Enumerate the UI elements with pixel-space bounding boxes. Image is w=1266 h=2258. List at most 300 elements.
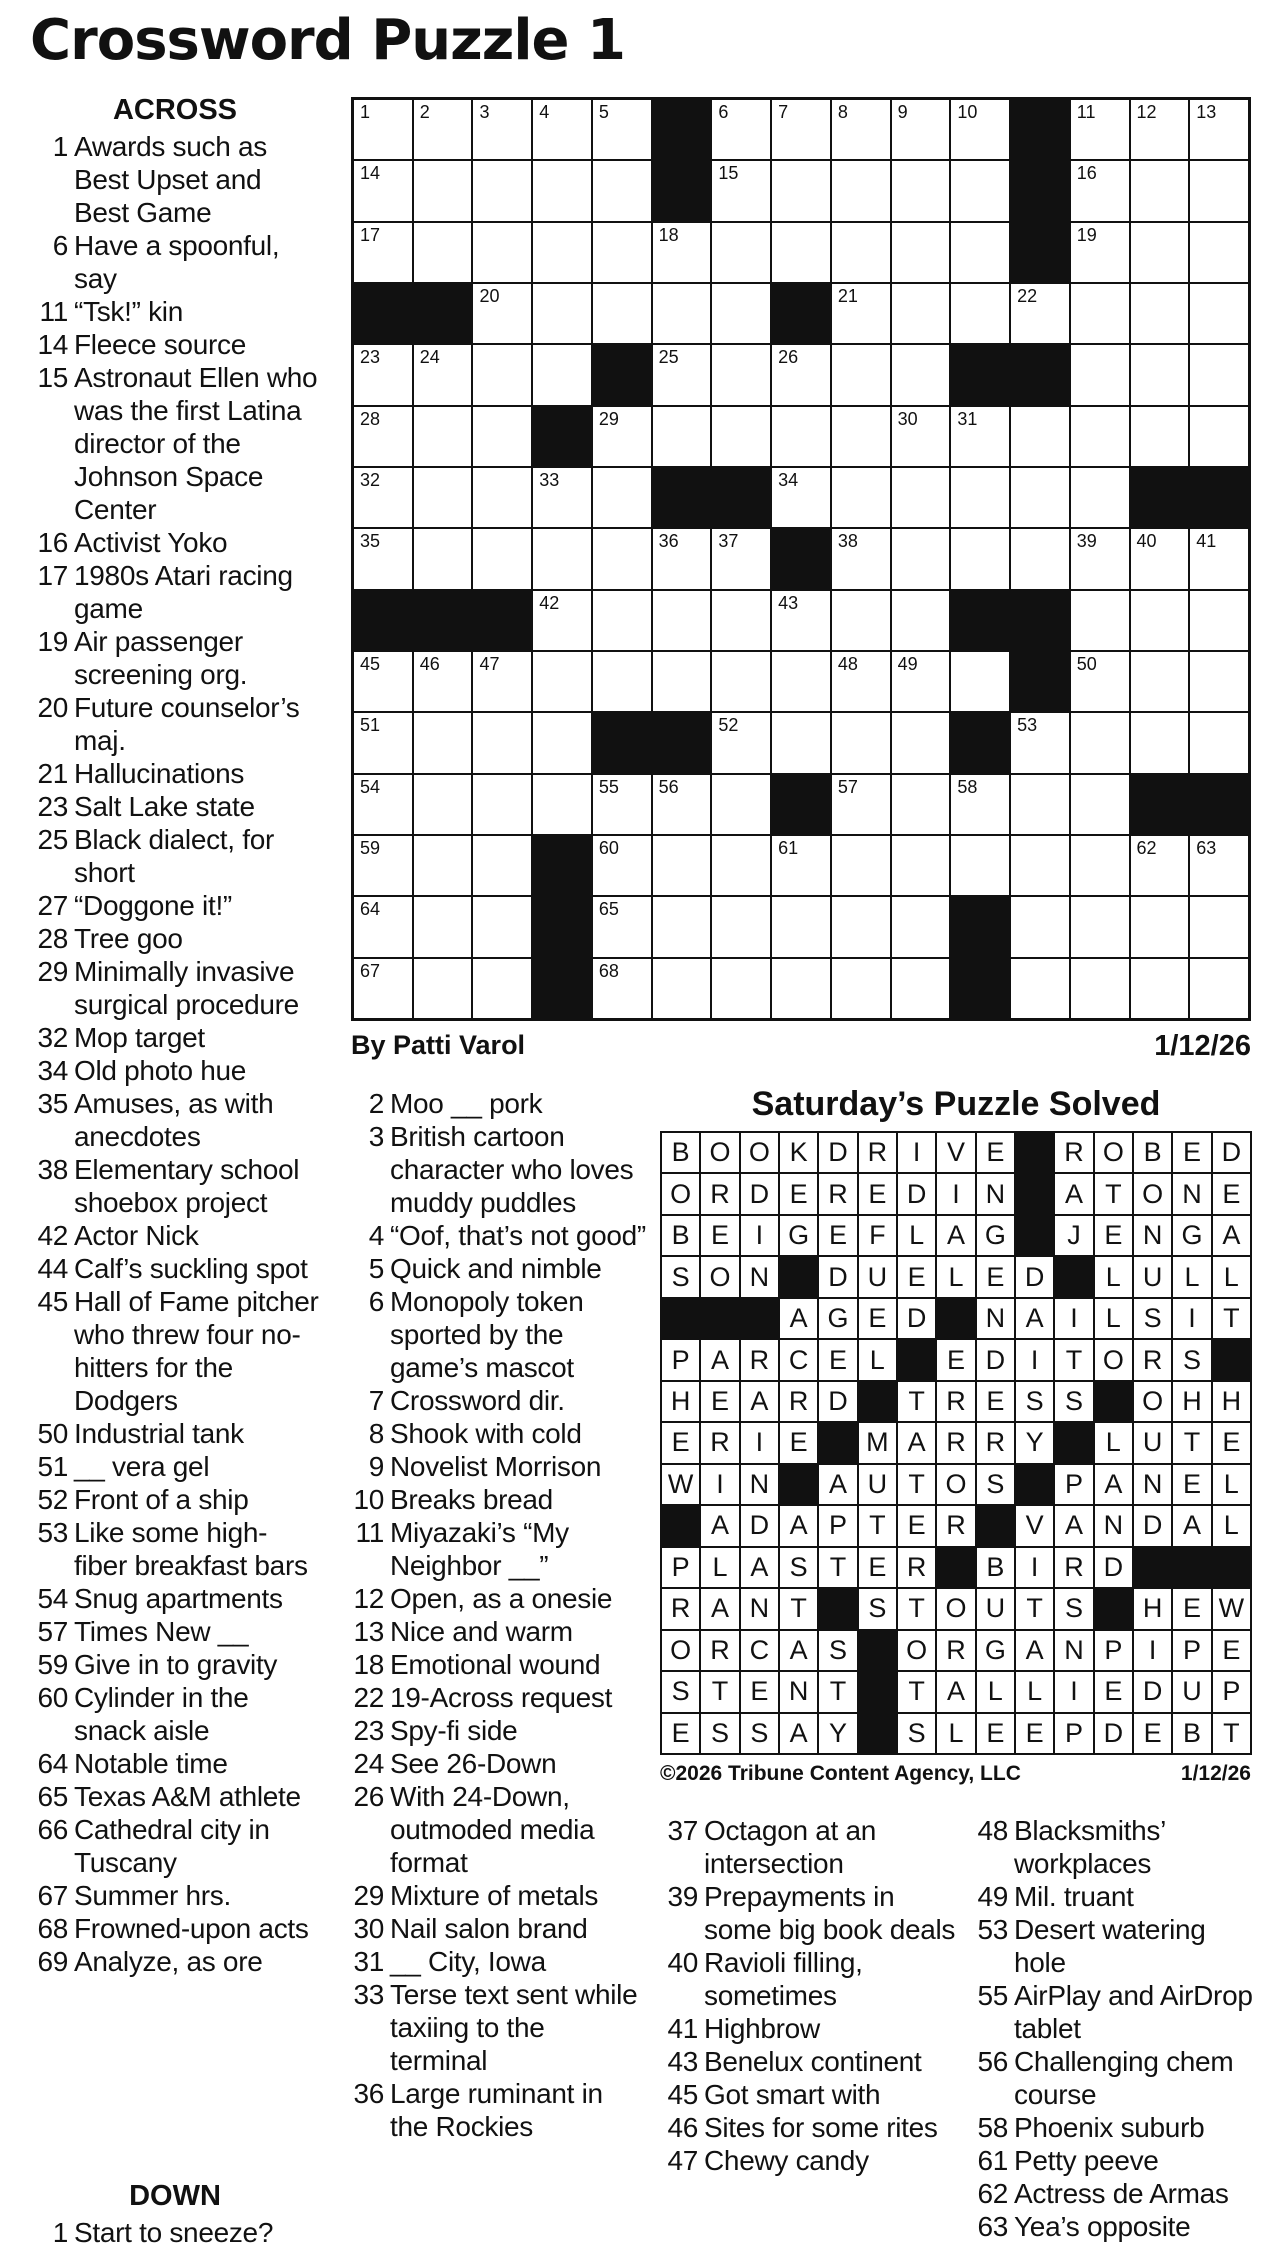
- grid-cell[interactable]: [892, 345, 950, 404]
- clue-item[interactable]: [346, 1219, 646, 1252]
- grid-cell[interactable]: [533, 223, 591, 282]
- grid-cell[interactable]: [951, 407, 1009, 466]
- grid-cell[interactable]: [892, 100, 950, 159]
- grid-cell[interactable]: [892, 407, 950, 466]
- clue-item[interactable]: [30, 1219, 320, 1252]
- grid-cell[interactable]: [414, 223, 472, 282]
- grid-cell[interactable]: [473, 345, 531, 404]
- grid-cell[interactable]: [354, 100, 412, 159]
- clue-item[interactable]: [346, 1681, 646, 1714]
- grid-cell[interactable]: [951, 100, 1009, 159]
- grid-cell[interactable]: [354, 713, 412, 772]
- crossword-grid[interactable]: [351, 97, 1251, 1021]
- grid-cell[interactable]: [414, 652, 472, 711]
- grid-cell[interactable]: [772, 468, 830, 527]
- grid-cell[interactable]: [1190, 897, 1248, 956]
- grid-cell[interactable]: [653, 775, 711, 834]
- grid-cell[interactable]: [533, 775, 591, 834]
- grid-cell[interactable]: [1190, 529, 1248, 588]
- grid-cell[interactable]: [593, 161, 651, 220]
- grid-cell[interactable]: [1190, 591, 1248, 650]
- grid-cell[interactable]: [832, 775, 890, 834]
- grid-cell[interactable]: [1190, 284, 1248, 343]
- grid-cell[interactable]: [951, 284, 1009, 343]
- grid-cell[interactable]: [1011, 713, 1069, 772]
- grid-cell[interactable]: [473, 529, 531, 588]
- grid-cell[interactable]: [1190, 959, 1248, 1018]
- grid-cell[interactable]: [1011, 836, 1069, 895]
- grid-cell[interactable]: [354, 836, 412, 895]
- grid-cell[interactable]: [533, 284, 591, 343]
- grid-cell[interactable]: [1071, 100, 1129, 159]
- clue-item[interactable]: [30, 130, 320, 229]
- grid-cell[interactable]: [892, 468, 950, 527]
- grid-cell[interactable]: [892, 836, 950, 895]
- grid-cell[interactable]: [593, 959, 651, 1018]
- grid-cell[interactable]: [414, 345, 472, 404]
- grid-cell[interactable]: [772, 836, 830, 895]
- solved-letter: L: [1213, 1465, 1250, 1504]
- grid-cell[interactable]: [653, 345, 711, 404]
- grid-cell[interactable]: [414, 468, 472, 527]
- clue-item[interactable]: [30, 1681, 320, 1747]
- grid-cell[interactable]: [354, 468, 412, 527]
- grid-cell[interactable]: [1011, 407, 1069, 466]
- grid-cell[interactable]: [473, 959, 531, 1018]
- solved-letter: B: [1134, 1133, 1171, 1172]
- grid-cell[interactable]: [1190, 161, 1248, 220]
- grid-cell[interactable]: [772, 591, 830, 650]
- clue-item[interactable]: [30, 2216, 320, 2249]
- grid-cell[interactable]: [951, 529, 1009, 588]
- grid-cell[interactable]: [473, 161, 531, 220]
- grid-cell[interactable]: [951, 468, 1009, 527]
- clue-item[interactable]: [30, 526, 320, 559]
- clue-item[interactable]: [970, 2144, 1260, 2177]
- grid-cell[interactable]: [1071, 775, 1129, 834]
- grid-cell[interactable]: [1071, 652, 1129, 711]
- clue-item[interactable]: [660, 1814, 960, 1880]
- grid-cell[interactable]: [593, 529, 651, 588]
- clue-item[interactable]: [346, 1516, 646, 1582]
- grid-cell[interactable]: [772, 407, 830, 466]
- grid-cell[interactable]: [473, 407, 531, 466]
- grid-cell[interactable]: [414, 407, 472, 466]
- grid-cell[interactable]: [772, 652, 830, 711]
- clue-number: 53: [37, 1517, 68, 1548]
- grid-cell[interactable]: [593, 284, 651, 343]
- grid-cell[interactable]: [772, 345, 830, 404]
- clue-item[interactable]: [970, 2045, 1260, 2111]
- solved-letter: A: [701, 1589, 738, 1628]
- clue-item[interactable]: [30, 691, 320, 757]
- clue-text: See 26-Down: [390, 1748, 557, 1779]
- grid-cell[interactable]: [1011, 897, 1069, 956]
- grid-cell[interactable]: [1071, 161, 1129, 220]
- grid-cell[interactable]: [832, 161, 890, 220]
- grid-cell[interactable]: [653, 836, 711, 895]
- clue-item[interactable]: [30, 559, 320, 625]
- grid-cell[interactable]: [832, 652, 890, 711]
- grid-cell[interactable]: [593, 836, 651, 895]
- grid-cell[interactable]: [1190, 100, 1248, 159]
- grid-cell[interactable]: [1131, 591, 1189, 650]
- grid-cell[interactable]: [653, 591, 711, 650]
- grid-cell[interactable]: [533, 100, 591, 159]
- clue-item[interactable]: [30, 1285, 320, 1417]
- grid-cell[interactable]: [1131, 652, 1189, 711]
- clue-item[interactable]: [30, 1945, 320, 1978]
- grid-cell[interactable]: [772, 713, 830, 772]
- clue-item[interactable]: [30, 1648, 320, 1681]
- grid-cell[interactable]: [653, 959, 711, 1018]
- grid-cell[interactable]: [414, 897, 472, 956]
- clue-item[interactable]: [30, 1747, 320, 1780]
- clue-item[interactable]: [30, 1021, 320, 1054]
- clue-item[interactable]: [346, 1120, 646, 1219]
- solved-letter: D: [819, 1257, 856, 1296]
- grid-cell[interactable]: [1011, 775, 1069, 834]
- grid-cell[interactable]: [951, 223, 1009, 282]
- clue-item[interactable]: [346, 1879, 646, 1912]
- clue-number: 44: [37, 1253, 68, 1284]
- clue-item[interactable]: [660, 2012, 960, 2045]
- grid-cell[interactable]: [712, 100, 770, 159]
- grid-cell[interactable]: [712, 591, 770, 650]
- grid-cell[interactable]: [1011, 468, 1069, 527]
- grid-cell[interactable]: [832, 284, 890, 343]
- clue-item[interactable]: [30, 625, 320, 691]
- grid-cell[interactable]: [712, 345, 770, 404]
- clue-item[interactable]: [30, 1153, 320, 1219]
- clue-item[interactable]: [30, 1615, 320, 1648]
- clue-text: Moo __ pork: [390, 1088, 543, 1119]
- grid-cell[interactable]: [653, 284, 711, 343]
- grid-cell[interactable]: [892, 591, 950, 650]
- grid-cell[interactable]: [414, 161, 472, 220]
- clue-item[interactable]: [346, 1780, 646, 1879]
- grid-cell[interactable]: [354, 775, 412, 834]
- grid-cell[interactable]: [832, 345, 890, 404]
- solved-letter: D: [898, 1174, 935, 1213]
- grid-cell[interactable]: [832, 100, 890, 159]
- grid-cell[interactable]: [1190, 836, 1248, 895]
- cell-number: 65: [598, 899, 619, 920]
- clue-item[interactable]: [30, 328, 320, 361]
- clue-item[interactable]: [970, 2111, 1260, 2144]
- grid-cell[interactable]: [533, 529, 591, 588]
- clue-item[interactable]: [30, 1054, 320, 1087]
- grid-cell[interactable]: [1071, 284, 1129, 343]
- grid-cell[interactable]: [832, 223, 890, 282]
- clue-item[interactable]: [660, 2078, 960, 2111]
- clue-item[interactable]: [346, 1417, 646, 1450]
- grid-cell[interactable]: [712, 652, 770, 711]
- grid-cell[interactable]: [712, 836, 770, 895]
- grid-cell[interactable]: [414, 100, 472, 159]
- grid-cell[interactable]: [712, 959, 770, 1018]
- grid-cell[interactable]: [593, 652, 651, 711]
- grid-cell[interactable]: [1131, 897, 1189, 956]
- clue-item[interactable]: [30, 790, 320, 823]
- clue-item[interactable]: [30, 1879, 320, 1912]
- clue-item[interactable]: [30, 1450, 320, 1483]
- clue-item[interactable]: [30, 823, 320, 889]
- grid-cell[interactable]: [653, 652, 711, 711]
- grid-cell[interactable]: [653, 223, 711, 282]
- solved-letter: N: [780, 1672, 817, 1711]
- clue-item[interactable]: [346, 1582, 646, 1615]
- grid-cell[interactable]: [772, 100, 830, 159]
- grid-cell[interactable]: [1011, 284, 1069, 343]
- clue-item[interactable]: [30, 922, 320, 955]
- clue-item[interactable]: [346, 1747, 646, 1780]
- grid-cell[interactable]: [1131, 836, 1189, 895]
- grid-cell[interactable]: [1131, 100, 1189, 159]
- grid-cell[interactable]: [473, 100, 531, 159]
- clue-item[interactable]: [346, 1714, 646, 1747]
- cell-number: 56: [658, 776, 679, 797]
- grid-cell[interactable]: [593, 407, 651, 466]
- grid-cell[interactable]: [354, 161, 412, 220]
- grid-cell[interactable]: [892, 713, 950, 772]
- clue-item[interactable]: [970, 1880, 1260, 1913]
- cell-number: 53: [1017, 715, 1038, 736]
- clue-item[interactable]: [30, 1516, 320, 1582]
- clue-text: Texas A&M athlete: [74, 1781, 301, 1812]
- solved-letter: L: [1095, 1423, 1132, 1462]
- grid-cell[interactable]: [1190, 223, 1248, 282]
- grid-cell[interactable]: [712, 897, 770, 956]
- clue-item[interactable]: [660, 1946, 960, 2012]
- clue-item[interactable]: [346, 1978, 646, 2077]
- grid-cell[interactable]: [951, 652, 1009, 711]
- grid-cell[interactable]: [832, 713, 890, 772]
- grid-cell[interactable]: [473, 836, 531, 895]
- grid-cell[interactable]: [1071, 223, 1129, 282]
- grid-cell[interactable]: [712, 775, 770, 834]
- grid-cell[interactable]: [892, 284, 950, 343]
- grid-cell[interactable]: [414, 836, 472, 895]
- clue-text: Summer hrs.: [74, 1880, 231, 1911]
- grid-cell[interactable]: [1190, 713, 1248, 772]
- grid-cell[interactable]: [1131, 713, 1189, 772]
- clue-item[interactable]: [346, 1945, 646, 1978]
- grid-cell[interactable]: [1190, 345, 1248, 404]
- grid-cell[interactable]: [593, 591, 651, 650]
- clue-text: Frowned-upon acts: [74, 1913, 309, 1944]
- grid-cell[interactable]: [473, 284, 531, 343]
- solved-letter: R: [1134, 1340, 1171, 1379]
- grid-cell[interactable]: [1131, 407, 1189, 466]
- clue-item[interactable]: [660, 2111, 960, 2144]
- grid-cell[interactable]: [354, 223, 412, 282]
- grid-cell[interactable]: [832, 836, 890, 895]
- cell-number: 26: [778, 347, 799, 368]
- grid-cell[interactable]: [533, 713, 591, 772]
- copyright: ©2026 Tribune Content Agency, LLC: [660, 1762, 1021, 1785]
- clue-number: 1: [52, 131, 68, 162]
- grid-cell[interactable]: [832, 529, 890, 588]
- grid-cell[interactable]: [772, 897, 830, 956]
- clue-item[interactable]: [30, 1912, 320, 1945]
- solved-letter: A: [1055, 1506, 1092, 1545]
- grid-cell[interactable]: [354, 529, 412, 588]
- grid-cell[interactable]: [593, 100, 651, 159]
- grid-cell[interactable]: [951, 836, 1009, 895]
- grid-cell[interactable]: [593, 223, 651, 282]
- grid-block: [653, 100, 711, 159]
- solved-letter: E: [1095, 1216, 1132, 1255]
- cell-number: 38: [837, 531, 858, 552]
- clue-item[interactable]: [346, 1483, 646, 1516]
- grid-cell[interactable]: [772, 959, 830, 1018]
- clue-item[interactable]: [30, 361, 320, 526]
- clue-item[interactable]: [30, 1417, 320, 1450]
- grid-cell[interactable]: [533, 345, 591, 404]
- grid-cell[interactable]: [354, 959, 412, 1018]
- grid-cell[interactable]: [533, 161, 591, 220]
- grid-cell[interactable]: [1131, 161, 1189, 220]
- clue-item[interactable]: [30, 1780, 320, 1813]
- grid-cell[interactable]: [1071, 591, 1129, 650]
- clue-item[interactable]: [970, 2177, 1260, 2210]
- grid-cell[interactable]: [712, 713, 770, 772]
- solved-block: [1134, 1548, 1171, 1587]
- clue-item[interactable]: [30, 229, 320, 295]
- grid-cell[interactable]: [712, 529, 770, 588]
- grid-cell[interactable]: [473, 468, 531, 527]
- grid-cell[interactable]: [414, 959, 472, 1018]
- grid-cell[interactable]: [712, 407, 770, 466]
- grid-cell[interactable]: [533, 468, 591, 527]
- grid-cell[interactable]: [354, 407, 412, 466]
- grid-cell[interactable]: [414, 713, 472, 772]
- grid-cell[interactable]: [653, 407, 711, 466]
- grid-cell[interactable]: [832, 959, 890, 1018]
- grid-cell[interactable]: [772, 223, 830, 282]
- grid-cell[interactable]: [712, 161, 770, 220]
- grid-cell[interactable]: [593, 468, 651, 527]
- grid-cell[interactable]: [1131, 284, 1189, 343]
- clue-item[interactable]: [346, 1087, 646, 1120]
- grid-cell[interactable]: [414, 775, 472, 834]
- grid-cell[interactable]: [1190, 652, 1248, 711]
- grid-cell[interactable]: [593, 897, 651, 956]
- grid-cell[interactable]: [354, 345, 412, 404]
- grid-cell[interactable]: [951, 775, 1009, 834]
- clue-item[interactable]: [970, 1979, 1260, 2045]
- grid-cell[interactable]: [473, 713, 531, 772]
- clue-item[interactable]: [970, 1913, 1260, 1979]
- grid-cell[interactable]: [1011, 529, 1069, 588]
- grid-cell[interactable]: [653, 897, 711, 956]
- grid-cell[interactable]: [712, 284, 770, 343]
- grid-cell[interactable]: [354, 652, 412, 711]
- grid-cell[interactable]: [1071, 407, 1129, 466]
- clue-item[interactable]: [970, 2210, 1260, 2243]
- grid-cell[interactable]: [1071, 897, 1129, 956]
- clue-item[interactable]: [660, 2045, 960, 2078]
- grid-cell[interactable]: [593, 775, 651, 834]
- clue-item[interactable]: [346, 1252, 646, 1285]
- clue-item[interactable]: [970, 1814, 1260, 1880]
- grid-cell[interactable]: [653, 529, 711, 588]
- clue-item[interactable]: [30, 1582, 320, 1615]
- grid-cell[interactable]: [832, 897, 890, 956]
- cell-number: 3: [479, 102, 490, 122]
- grid-cell[interactable]: [1131, 223, 1189, 282]
- grid-cell[interactable]: [414, 529, 472, 588]
- grid-cell[interactable]: [533, 652, 591, 711]
- clue-item[interactable]: [660, 1880, 960, 1946]
- grid-cell[interactable]: [832, 407, 890, 466]
- solved-letter: N: [1055, 1631, 1092, 1670]
- clue-item[interactable]: [30, 1087, 320, 1153]
- grid-cell[interactable]: [354, 897, 412, 956]
- grid-block: [1011, 591, 1069, 650]
- grid-cell[interactable]: [892, 959, 950, 1018]
- grid-cell[interactable]: [1131, 345, 1189, 404]
- grid-cell[interactable]: [892, 223, 950, 282]
- clue-item[interactable]: [346, 1285, 646, 1384]
- clue-item[interactable]: [30, 1813, 320, 1879]
- grid-cell[interactable]: [712, 223, 770, 282]
- grid-cell[interactable]: [473, 652, 531, 711]
- grid-cell[interactable]: [533, 591, 591, 650]
- grid-cell[interactable]: [1071, 345, 1129, 404]
- grid-cell[interactable]: [473, 775, 531, 834]
- grid-cell[interactable]: [1190, 407, 1248, 466]
- clue-item[interactable]: [346, 1450, 646, 1483]
- grid-cell[interactable]: [892, 897, 950, 956]
- clue-item[interactable]: [346, 1648, 646, 1681]
- clue-item[interactable]: [346, 1384, 646, 1417]
- grid-cell[interactable]: [832, 591, 890, 650]
- clue-item[interactable]: [30, 1252, 320, 1285]
- grid-cell[interactable]: [1071, 529, 1129, 588]
- clue-number: 42: [37, 1220, 68, 1251]
- clue-item[interactable]: [30, 889, 320, 922]
- grid-cell[interactable]: [473, 897, 531, 956]
- grid-cell[interactable]: [892, 161, 950, 220]
- grid-cell[interactable]: [1131, 529, 1189, 588]
- grid-cell[interactable]: [1131, 959, 1189, 1018]
- grid-cell[interactable]: [892, 775, 950, 834]
- grid-cell[interactable]: [951, 161, 1009, 220]
- clue-item[interactable]: [346, 2077, 646, 2143]
- clue-item[interactable]: [30, 757, 320, 790]
- grid-cell[interactable]: [1011, 959, 1069, 1018]
- clue-item[interactable]: [30, 295, 320, 328]
- clue-item[interactable]: [660, 2144, 960, 2177]
- grid-cell[interactable]: [1071, 468, 1129, 527]
- grid-cell[interactable]: [473, 223, 531, 282]
- clue-item[interactable]: [346, 1912, 646, 1945]
- grid-cell[interactable]: [1071, 959, 1129, 1018]
- clue-item[interactable]: [30, 1483, 320, 1516]
- grid-cell[interactable]: [1071, 713, 1129, 772]
- grid-cell[interactable]: [892, 652, 950, 711]
- clue-number: 55: [977, 1980, 1008, 2011]
- clue-item[interactable]: [346, 1615, 646, 1648]
- grid-cell[interactable]: [1071, 836, 1129, 895]
- grid-cell[interactable]: [892, 529, 950, 588]
- solved-letter: S: [859, 1589, 896, 1628]
- grid-cell[interactable]: [772, 161, 830, 220]
- grid-cell[interactable]: [832, 468, 890, 527]
- clue-item[interactable]: [30, 955, 320, 1021]
